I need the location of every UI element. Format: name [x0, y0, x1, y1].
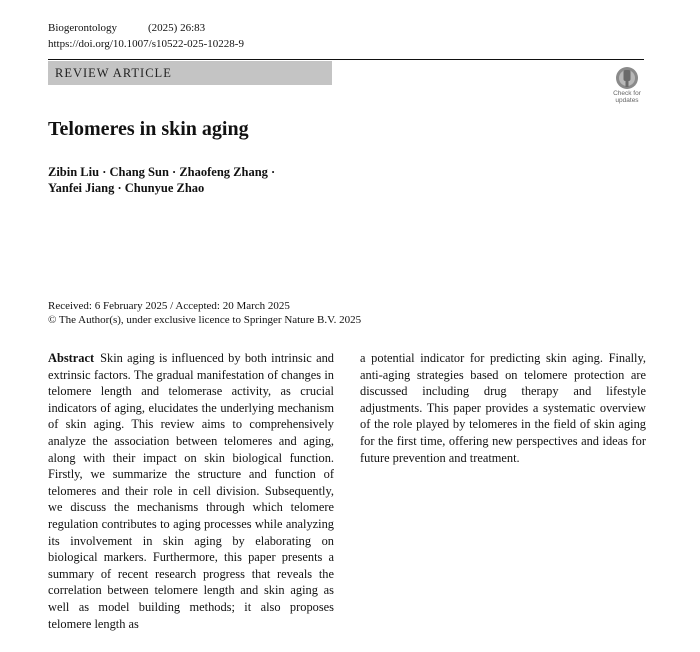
copyright-notice: © The Author(s), under exclusive licence to Springer Nature B.V. 2025: [48, 314, 362, 326]
header-rule: [48, 59, 644, 60]
author-list: [48, 164, 348, 196]
article-title: Telomeres in skin aging: [48, 118, 249, 140]
abstract-text-part-2: a potential indicator for predicting skin aging. Finally, anti-aging strategies based on telomere protection are discussed including drug therapy and lifestyle adjustments. This paper provides a systematic overview of the role played by telomeres in the field of skin aging for the first time, offering new perspectives and ideas for future prevention and treatment.: [360, 351, 646, 465]
doi-link[interactable]: https://doi.org/10.1007/s10522-025-10228-9: [48, 38, 244, 50]
abstract-text-part-1: Skin aging is influenced by both intrinsic and extrinsic factors. The gradual manifestation of changes in telomere length and telomerase activity, as crucial indicators of aging, elucidates the underlying mechanism of skin aging. This review aims to comprehensively analyze the association between telomeres and aging, along with their impact on skin biological function. Firstly, we summarize the structure and function of telomeres and their role in cell division. Subsequently, we discuss the mechanisms through which telomere regulation contributes to aging processes while analyzing its involvement in skin aging by elaborating on biological markers. Furthermore, this paper presents a summary of recent research progress that reveals the correlation between telomere length and skin aging as well as model building methods; it also proposes telomere length as: [48, 351, 334, 631]
crossmark-icon: [615, 66, 639, 90]
check-for-label: Check for: [613, 90, 641, 97]
authors-line-2: Yanfei Jiang · Chunyue Zhao: [48, 181, 205, 195]
journal-name: Biogerontology: [48, 22, 118, 34]
citation-volume: (2025) 26:83: [148, 22, 206, 34]
article-type-banner: REVIEW ARTICLE: [48, 61, 332, 85]
abstract-heading: Abstract: [48, 351, 95, 365]
updates-label: updates: [615, 97, 639, 104]
authors-line-1: Zibin Liu · Chang Sun · Zhaofeng Zhang ·: [48, 165, 276, 179]
abstract-column-right: [360, 350, 646, 466]
journal-citation-line: [48, 22, 205, 34]
article-history: [48, 299, 361, 327]
check-for-updates-badge[interactable]: [608, 66, 646, 104]
abstract-column-left: [48, 350, 334, 632]
received-accepted-dates: Received: 6 February 2025 / Accepted: 20 March 2025: [48, 300, 290, 312]
